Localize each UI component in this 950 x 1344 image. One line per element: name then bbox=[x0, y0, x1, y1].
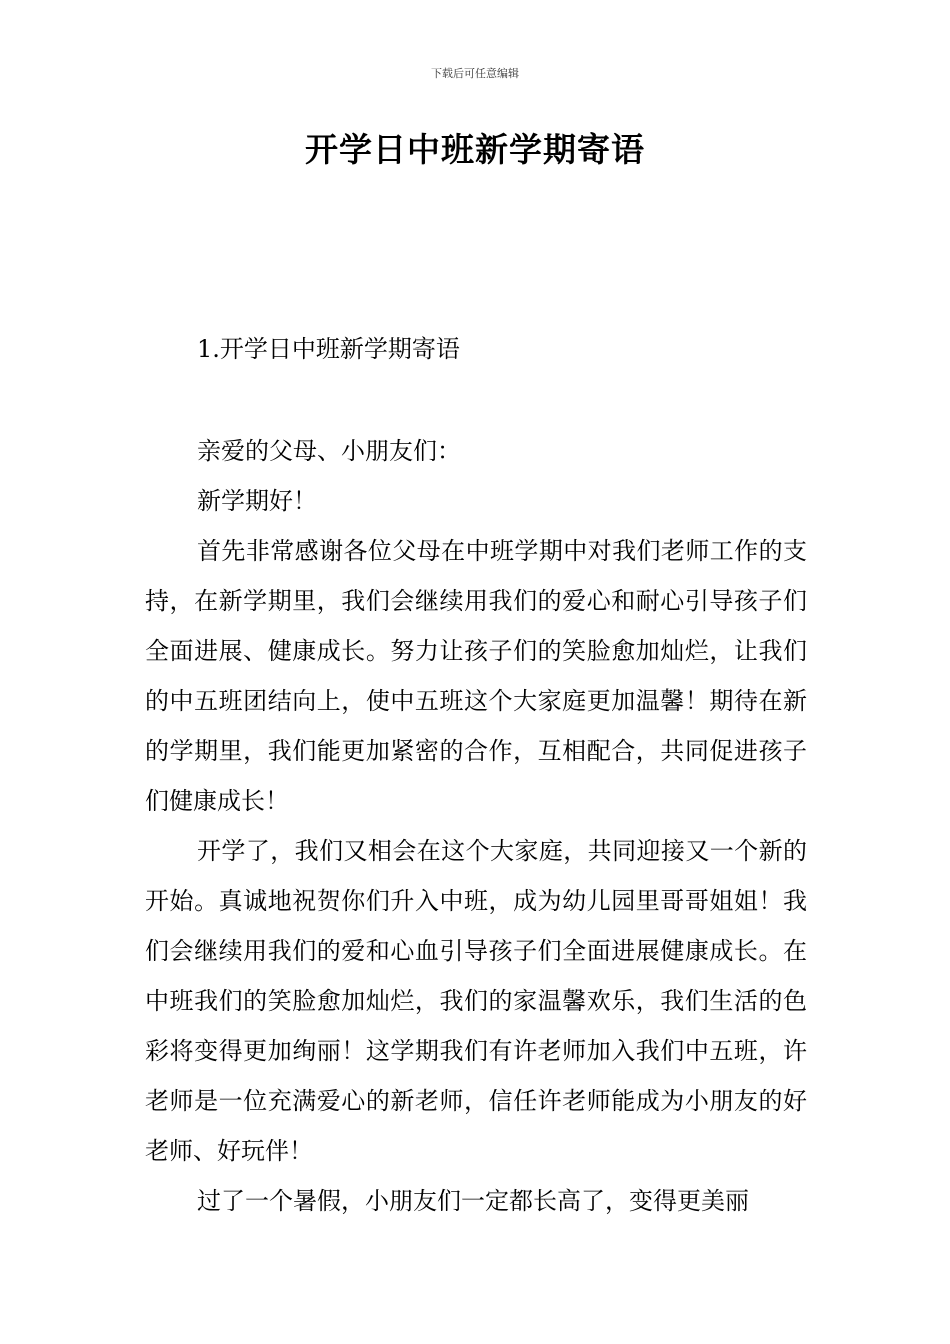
paragraph-thanks: 首先非常感谢各位父母在中班学期中对我们老师工作的支持，在新学期里，我们会继续用我们的爱心和耐心引导孩子们全面进展、健康成长。努力让孩子们的笑脸愈加灿烂，让我们的中五班团结向上，使中五班这个大家庭更加温馨！期待在新的学期里，我们能更加紧密的合作，互相配合，共同促进孩子们健康成长！ bbox=[145, 537, 807, 815]
document-title: 开学日中班新学期寄语 bbox=[305, 130, 645, 169]
paragraph-summer: 过了一个暑假，小朋友们一定都长高了，变得更美丽 bbox=[197, 1187, 749, 1215]
section-heading: 1.开学日中班新学期寄语 bbox=[197, 335, 460, 363]
paragraph-new-term: 新学期好！ bbox=[197, 487, 317, 515]
document-body bbox=[145, 426, 807, 1226]
paragraph-welcome: 开学了，我们又相会在这个大家庭，共同迎接又一个新的开始。真诚地祝贺你们升入中班，成为幼儿园里哥哥姐姐！我们会继续用我们的爱和心血引导孩子们全面进展健康成长。在中班我们的笑脸愈加灿烂，我们的家温馨欢乐，我们生活的色彩将变得更加绚丽！这学期我们有许老师加入我们中五班，许老师是一位充满爱心的新老师，信任许老师能成为小朋友的好老师、好玩伴！ bbox=[145, 837, 807, 1165]
paragraph-greeting: 亲爱的父母、小朋友们： bbox=[197, 437, 461, 465]
header-note: 下载后可任意编辑 bbox=[431, 67, 519, 80]
